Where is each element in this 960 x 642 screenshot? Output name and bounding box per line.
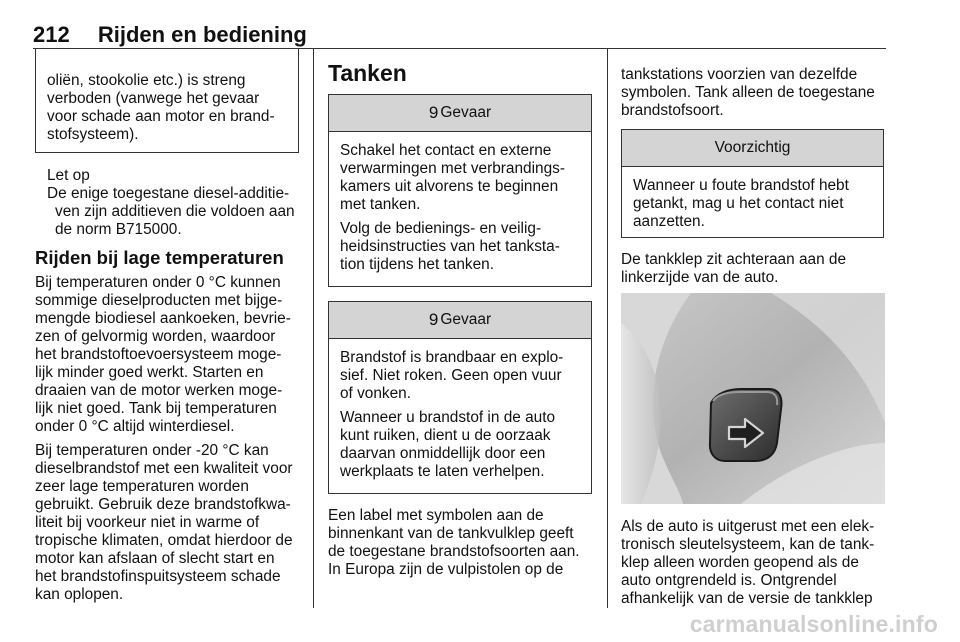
text-line: daarvan onmiddellijk door een (340, 445, 546, 462)
text-line: Bij temperaturen onder 0 °C kunnen (35, 274, 281, 291)
text-line: auto ontgrendeld is. Ontgrendel (621, 572, 837, 589)
text-line: Bij temperaturen onder -20 °C kan (35, 442, 269, 459)
text-line: motor kan afslaan of slecht start en (35, 550, 275, 567)
section-heading: Rijden bij lage temperaturen (35, 247, 284, 268)
watermark: carmanualsonline.info (689, 611, 938, 637)
column-2 (328, 60, 592, 579)
text-line: verwarmingen met verbrandings- (340, 160, 565, 177)
paragraph-continued (621, 66, 889, 120)
text-line: afhankelijk van de versie de tankklep (621, 590, 873, 607)
text-line: met tanken. (340, 196, 421, 213)
text-line: In Europa zijn de vulpistolen op de (328, 561, 564, 578)
text-line: tankstations voorzien van dezelfde (621, 66, 858, 83)
warning-title: Gevaar (440, 311, 492, 328)
warning-icon: 9 (428, 310, 439, 329)
text-line: klep alleen worden geopend als de (621, 554, 859, 571)
text-line: tronisch sleutelsysteem, kan de tank- (621, 536, 875, 553)
paragraph-1 (35, 274, 299, 436)
text-line: zen of gelvormig worden, waardoor (35, 328, 276, 345)
column-1 (35, 48, 299, 604)
text-line: lijk niet goed. Tank bij temperaturen (35, 400, 277, 417)
text-line: de toegestane brandstofsoorten aan. (328, 543, 580, 560)
text-line: ven zijn additieven die voldoen aan (55, 203, 295, 220)
warning-paragraph (340, 142, 580, 214)
text-line: aanzetten. (633, 213, 705, 230)
text-line: kamers uit alvorens te beginnen (340, 178, 559, 195)
note-title: Let op (47, 167, 90, 184)
warning-box-2 (328, 301, 592, 494)
page-header (33, 22, 307, 48)
caution-box (621, 129, 884, 238)
warning-title: Gevaar (440, 104, 492, 121)
page-number: 212 (33, 22, 70, 47)
text-line: of vonken. (340, 385, 412, 402)
text-line: Als de auto is uitgerust met een elek- (621, 518, 875, 535)
text-line: sommige dieselproducten met bijge- (35, 292, 283, 309)
text-line: Wanneer u brandstof in de auto (340, 409, 556, 426)
text-line: brandstofsoort. (621, 102, 724, 119)
paragraph-electronic-key (621, 518, 889, 608)
text-line: De tankklep zit achteraan aan de (621, 251, 847, 268)
warning-body (329, 132, 591, 286)
caution-header (622, 130, 883, 167)
section-title: Rijden en bediening (97, 22, 307, 47)
text-line: symbolen. Tank alleen de toegestane (621, 84, 875, 101)
paragraph-fuel-flap (621, 251, 889, 287)
text-line: liteit bij voorkeur niet in warme of (35, 514, 260, 531)
column-divider-2 (607, 48, 608, 608)
paragraph-2 (35, 442, 299, 604)
warning-body (329, 339, 591, 493)
text-line: onder 0 °C altijd winterdiesel. (35, 418, 235, 435)
text-line: heidsinstructies van het tanksta- (340, 238, 560, 255)
text-line: Een label met symbolen aan de (328, 507, 544, 524)
warning-paragraph (340, 409, 580, 481)
text-line: de norm B715000. (55, 221, 182, 238)
text-line: werkplaats te laten verhelpen. (340, 463, 545, 480)
text-line: Volg de bedienings- en veilig- (340, 220, 542, 237)
text-line: De enige toegestane diesel-additie- (47, 185, 290, 202)
continued-warning-box (35, 48, 299, 153)
caution-title: Voorzichtig (714, 139, 791, 156)
text-line: linkerzijde van de auto. (621, 269, 779, 286)
fuel-flap-photo (621, 293, 885, 504)
text-line: zeer lage temperaturen worden (35, 478, 249, 495)
text-line: sief. Niet roken. Geen open vuur (340, 367, 562, 384)
paragraph-label (328, 507, 592, 579)
warning-icon: 9 (428, 103, 439, 122)
text-line: Brandstof is brandbaar en explo- (340, 349, 564, 366)
text-line: kan oplopen. (35, 586, 124, 603)
warning-paragraph (340, 220, 580, 274)
warning-paragraph (340, 349, 580, 403)
text-line: getankt, mag u het contact niet (633, 195, 844, 212)
section-title-tanken: Tanken (328, 60, 407, 86)
text-line: dieselbrandstof met een kwaliteit voor (35, 460, 293, 477)
column-3 (621, 66, 889, 287)
text-line: Wanneer u foute brandstof hebt (633, 177, 849, 194)
text-line: tion tijdens het tanken. (340, 256, 495, 273)
text-line: kunt ruiken, dient u de oorzaak (340, 427, 551, 444)
text-line: gebruikt. Gebruik deze brandstofkwa- (35, 496, 291, 513)
text-line: tropische klimaten, omdat hierdoor de (35, 532, 293, 549)
warning-box-1 (328, 94, 592, 287)
column-divider-1 (313, 48, 314, 608)
text-line: stofsysteem). (47, 126, 139, 143)
text-line: het brandstofinspuitsysteem schade (35, 568, 281, 585)
text-line: mengde biodiesel aankoeken, bevrie- (35, 310, 291, 327)
text-line: voor schade aan motor en brand- (47, 108, 275, 125)
text-line: draaien van de motor werken moge- (35, 382, 283, 399)
text-line: verboden (vanwege het gevaar (47, 90, 260, 107)
text-line: Schakel het contact en externe (340, 142, 552, 159)
note (35, 167, 299, 239)
caution-body (622, 167, 883, 237)
warning-header (329, 95, 591, 132)
text-line: binnenkant van de tankvulklep geeft (328, 525, 574, 542)
warning-header (329, 302, 591, 339)
text-line: het brandstoftoevoersysteem moge- (35, 346, 282, 363)
text-line: lijk minder goed werkt. Starten en (35, 364, 264, 381)
text-line: oliën, stookolie etc.) is streng (47, 72, 246, 89)
